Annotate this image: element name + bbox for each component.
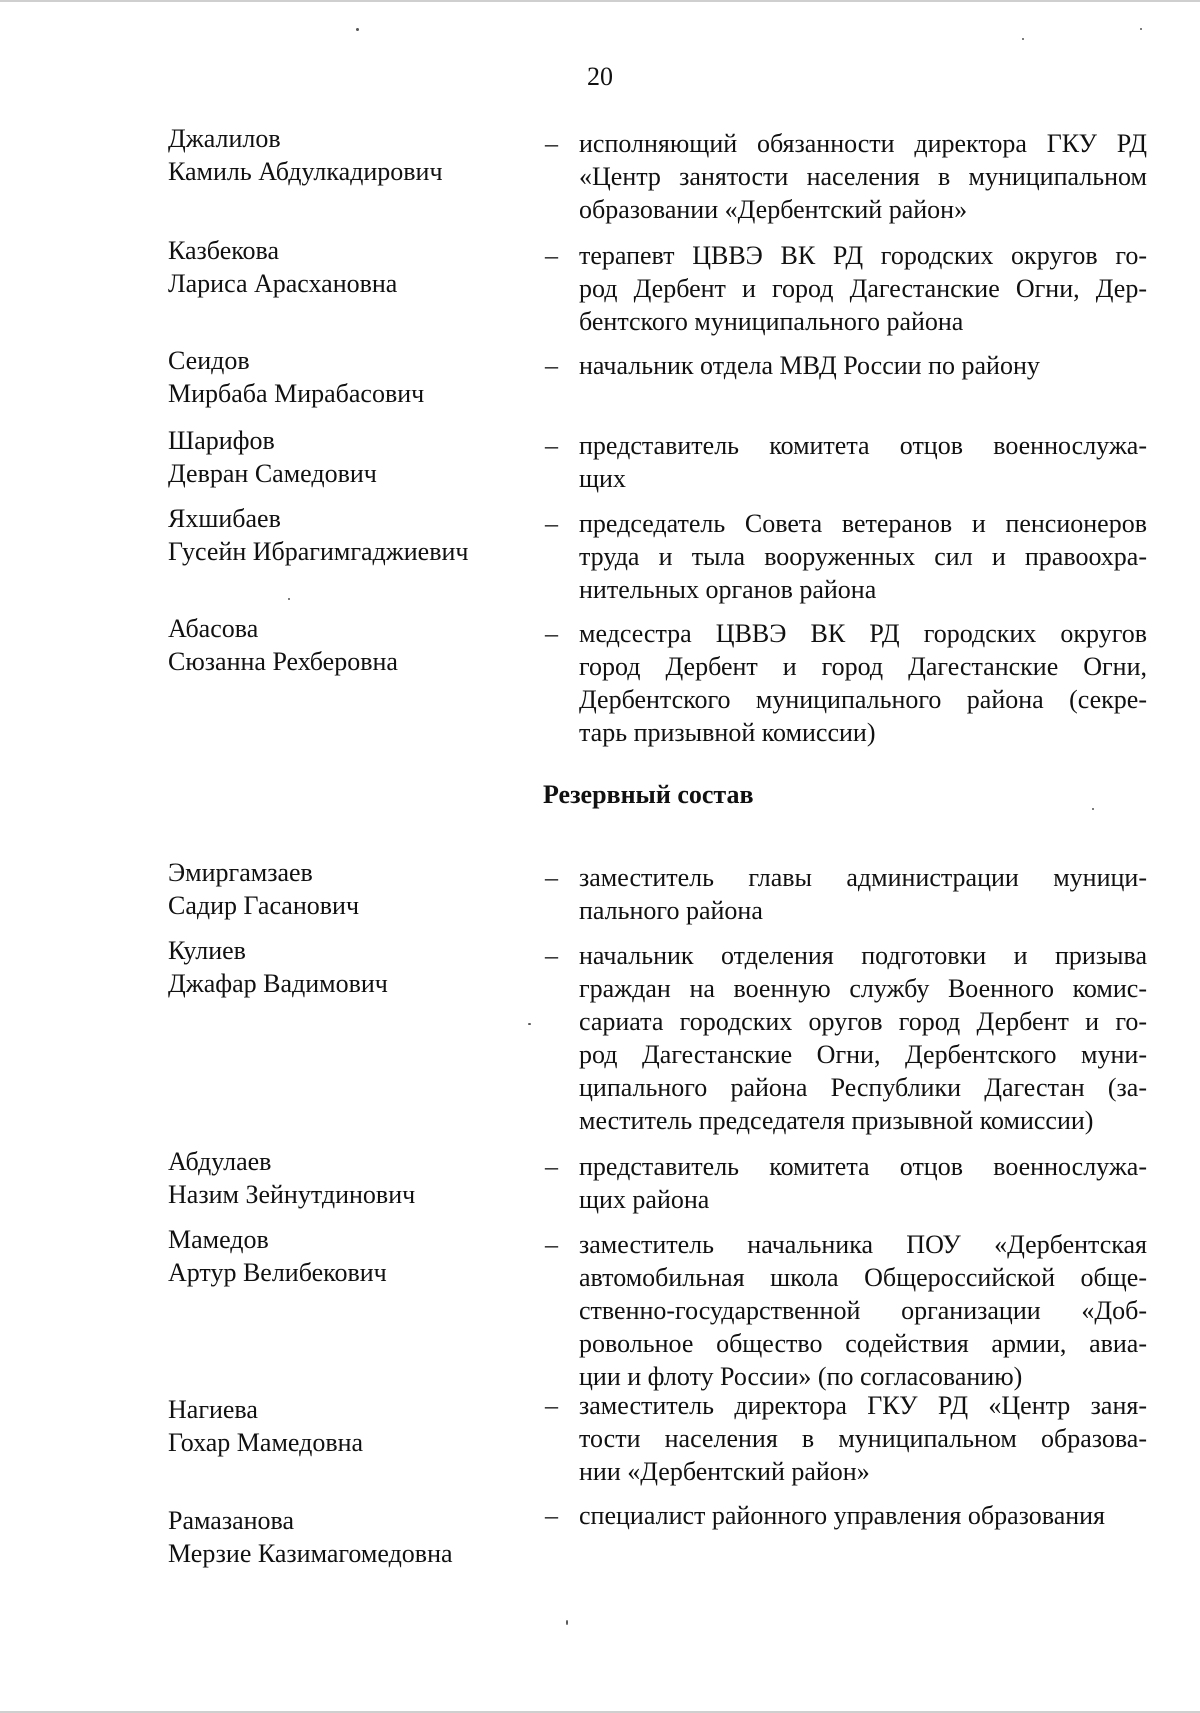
role-line: терапевт ЦВВЭ ВК РД городских округов го- <box>579 241 1147 270</box>
role-line: меститель председателя призывной комиссии) <box>579 1106 1094 1135</box>
member-given-names: Мирбаба Мирабасович <box>168 379 425 408</box>
member-surname: Рамазанова <box>168 1506 295 1535</box>
role-line: труда и тыла вооруженных сил и правоохра- <box>579 542 1147 571</box>
member-given-names: Гусейн Ибрагимгаджиевич <box>168 537 469 566</box>
scan-edge-top <box>0 0 1200 2</box>
role-line: щих <box>579 464 626 493</box>
role-line: автомобильная школа Общероссийской обще- <box>579 1263 1147 1292</box>
reserve-member-role <box>579 939 1147 1137</box>
role-line: медсестра ЦВВЭ ВК РД городских округов <box>579 619 1147 648</box>
member-given-names: Лариса Арасхановна <box>168 269 398 298</box>
role-line: ции и флоту России» (по согласованию) <box>579 1362 1023 1391</box>
member-role <box>579 239 1147 338</box>
reserve-member-role <box>579 1389 1147 1488</box>
role-line: образовании «Дербентский район» <box>579 195 968 224</box>
member-given-names: Гохар Мамедовна <box>168 1428 364 1457</box>
reserve-member-name <box>168 856 508 922</box>
role-line: представитель комитета отцов военнослужа- <box>579 431 1147 460</box>
role-line: город Дербент и город Дагестанские Огни, <box>579 652 1147 681</box>
role-line: заместитель начальника ПОУ «Дербентская <box>579 1230 1147 1259</box>
role-line: заместитель директора ГКУ РД «Центр заня- <box>579 1391 1147 1420</box>
role-line: начальник отделения подготовки и призыва <box>579 941 1147 970</box>
member-name <box>168 122 508 188</box>
role-line: ровольное общество содействия армии, авиа- <box>579 1329 1147 1358</box>
role-line: граждан на военную службу Военного комис- <box>579 974 1147 1003</box>
role-line: начальник отдела МВД России по району <box>579 351 1040 380</box>
reserve-member-name <box>168 934 508 1000</box>
role-line: бентского муниципального района <box>579 307 964 336</box>
reserve-member-name <box>168 1223 508 1289</box>
role-line: председатель Совета ветеранов и пенсионеров <box>579 509 1147 538</box>
member-given-names: Артур Велибекович <box>168 1258 387 1287</box>
dash-separator: – <box>545 1391 558 1420</box>
member-surname: Абасова <box>168 614 259 643</box>
member-surname: Яхшибаев <box>168 504 281 533</box>
role-line: представитель комитета отцов военнослужа- <box>579 1152 1147 1181</box>
member-name <box>168 612 508 678</box>
page-number: 20 <box>587 62 613 91</box>
role-line: заместитель главы администрации муници- <box>579 863 1147 892</box>
member-surname: Казбекова <box>168 236 280 265</box>
scan-speck <box>288 598 290 600</box>
reserve-member-role <box>579 861 1147 927</box>
role-line: ственно-государственной организации «Доб- <box>579 1296 1147 1325</box>
member-role <box>579 429 1147 495</box>
member-name <box>168 234 508 300</box>
role-line: специалист районного управления образования <box>579 1501 1106 1530</box>
dash-separator: – <box>545 241 558 270</box>
role-line: щих района <box>579 1185 710 1214</box>
member-name <box>168 424 508 490</box>
member-role <box>579 507 1147 606</box>
reserve-member-name <box>168 1145 508 1211</box>
member-name <box>168 344 508 410</box>
member-surname: Джалилов <box>168 124 281 153</box>
member-surname: Эмиргамзаев <box>168 858 313 887</box>
scan-speck <box>1092 808 1094 810</box>
member-name <box>168 502 508 568</box>
dash-separator: – <box>545 1152 558 1181</box>
role-line: сариата городских оругов город Дербент и го- <box>579 1007 1147 1036</box>
scan-speck <box>1022 38 1024 40</box>
role-line: пального района <box>579 896 763 925</box>
reserve-section-heading: Резервный состав <box>543 780 754 809</box>
role-line: род Дагестанские Огни, Дербентского муни- <box>579 1040 1147 1069</box>
role-line: исполняющий обязанности директора ГКУ РД <box>579 129 1147 158</box>
member-given-names: Джафар Вадимович <box>168 969 388 998</box>
scan-speck <box>566 1620 568 1625</box>
member-given-names: Сюзанна Рехберовна <box>168 647 398 676</box>
dash-separator: – <box>545 1230 558 1259</box>
member-given-names: Девран Самедович <box>168 459 377 488</box>
member-surname: Абдулаев <box>168 1147 272 1176</box>
role-line: Дербентского муниципального района (секре- <box>579 685 1147 714</box>
member-surname: Мамедов <box>168 1225 269 1254</box>
dash-separator: – <box>545 1501 558 1530</box>
reserve-member-name <box>168 1393 508 1459</box>
role-line: нии «Дербентский район» <box>579 1457 870 1486</box>
member-role <box>579 617 1147 749</box>
role-line: «Центр занятости населения в муниципальном <box>579 162 1147 191</box>
dash-separator: – <box>545 129 558 158</box>
reserve-member-role <box>579 1228 1147 1393</box>
dash-separator: – <box>545 941 558 970</box>
member-given-names: Камиль Абдулкадирович <box>168 157 443 186</box>
reserve-member-role <box>579 1150 1147 1216</box>
role-line: нительных органов района <box>579 575 877 604</box>
reserve-member-name <box>168 1504 508 1570</box>
member-given-names: Садир Гасанович <box>168 891 360 920</box>
member-surname: Шарифов <box>168 426 275 455</box>
dash-separator: – <box>545 863 558 892</box>
member-role <box>579 127 1147 226</box>
dash-separator: – <box>545 431 558 460</box>
member-given-names: Назим Зейнутдинович <box>168 1180 416 1209</box>
member-surname: Кулиев <box>168 936 246 965</box>
member-surname: Нагиева <box>168 1395 258 1424</box>
role-line: ципального района Республики Дагестан (за- <box>579 1073 1147 1102</box>
reserve-member-role <box>579 1499 1147 1532</box>
member-role <box>579 349 1147 382</box>
role-line: тарь призывной комиссии) <box>579 718 876 747</box>
dash-separator: – <box>545 351 558 380</box>
member-given-names: Мерзие Казимагомедовна <box>168 1539 453 1568</box>
dash-separator: – <box>545 619 558 648</box>
scan-speck <box>356 28 359 31</box>
member-surname: Сеидов <box>168 346 250 375</box>
role-line: род Дербент и город Дагестанские Огни, Дер- <box>579 274 1147 303</box>
scan-speck <box>1140 28 1142 30</box>
dash-separator: – <box>545 509 558 538</box>
scan-speck <box>528 1023 531 1025</box>
role-line: тости населения в муниципальном образова- <box>579 1424 1147 1453</box>
